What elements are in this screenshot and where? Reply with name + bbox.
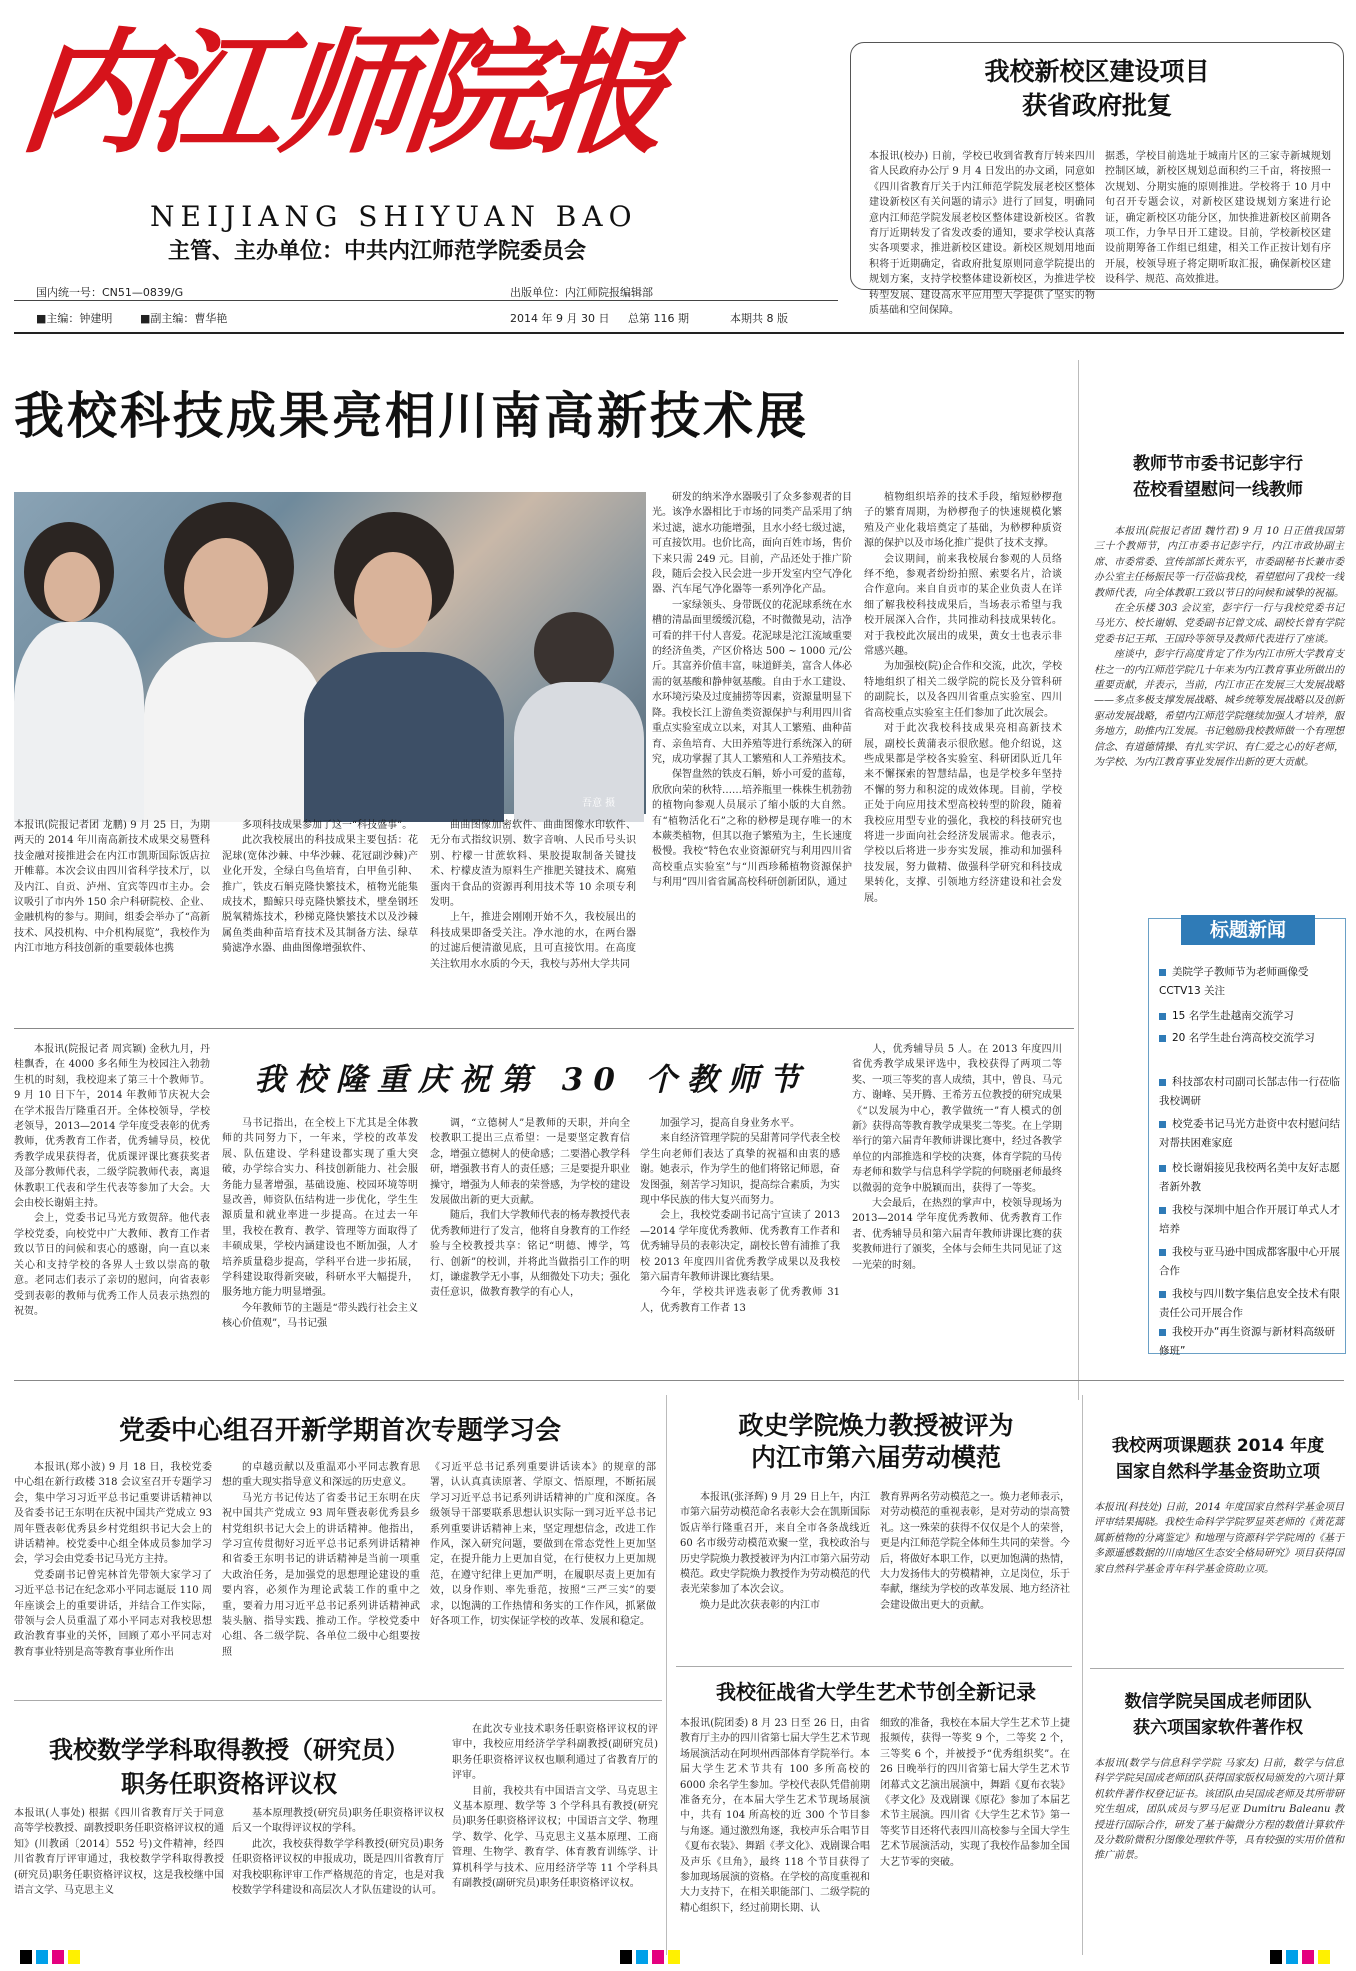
art-headline: 我校征战省大学生艺术节创全新记录 bbox=[716, 1680, 1036, 1704]
art-col1: 本报讯(院团委) 8 月 23 日至 26 日，由省教育厅主办的四川省第七届大学生艺术节现场展演活动在阿坝州西部体育学院举行。本届大学生艺术节共有 100 多所高校的 6000 余名学生参加。学校代表队凭借前期准备充分，在本届大学生艺术节现场展演中，共有 104 所高校的近 300 个节目参与角逐。通过激烈角逐，我校声乐合唱节目《夏布衣装》、舞蹈《孝文化》、戏剧课合唱及声乐《旦角》，最终 118 个节目获得了参加现场展演的资格。在学校的高度重视和大力支持下，在相关职能部门、二级学院的精心组织下，经过前期长期、认 bbox=[680, 1718, 870, 1914]
teacher-col2: 马书记指出，在全校上下尤其是全体教师的共同努力下，一年来，学校的改革发展、队伍建设、学科建设都实现了重大突破，办学综合实力、科技创新能力、社会服务能力显著增强，基础设施、校园环境等明显改善，师资队伍结构进一步优化，学生生源质量和就业率进一步提高。在过去一年里，我校在教育、教学、管理等方面取得了丰硕成果，学校内涵建设也不断加强，人才培养质量稳步提高，学科平台进一步拓展，学科建设取得新突破，科研水平大幅提升，服务地方能力明显增强。 今年教师节的主题是“带头践行社会主义核心价值观”，马书记强 bbox=[222, 1118, 418, 1330]
teacher-col3: 调，“立德树人”是教师的天职，并向全校教职工提出三点希望：一是要坚定教育信念，增强立德树人的使命感；二要潜心教学科研，增强教书育人的责任感；三是要提升职业操守，增强为人师表的荣誉感，为学校的建设发展做出新的更大贡献。 随后，我们大学教师代表的杨寿教授代表优秀教师进行了发言，他将自身教育的工作经验与全校教授共享：铭记“明德、博学，笃行、创新”的校训，并将此当做指引工作的明灯，谦虚教学无小事，从细微处下功夫；强化责任意识，做教育教学的有心人， bbox=[430, 1118, 630, 1299]
nsfc-headline-1: 我校两项课题获 2014 年度 bbox=[1111, 1436, 1325, 1456]
software-headline-2: 获六项国家软件著作权 bbox=[1133, 1718, 1303, 1738]
top-news-headline-2: 获省政府批复 bbox=[1021, 91, 1172, 120]
main-headline: 我校科技成果亮相川南高新技术展 bbox=[14, 386, 809, 445]
teacher-col5: 人，优秀辅导员 5 人。在 2013 年度四川省优秀教学成果评选中，我校获得了两项二等奖、一项三等奖的喜人成绩，其中，曾良、马元方、谢峰、吴开腾、王希芳五位教授的研究成果《“以发展为中心，教学做统一”育人模式的创新》获得高等教育教学成果奖二等奖。在上学期举行的第六届青年教师讲课比赛中，经过各教学单位的内部推选和学校的决赛，体育学院的马传寿老师和数学与信息科学学院的何晓丽老师最终以微弱的竞争中脱颖而出，获得了一等奖。 大会最后，在热烈的掌声中，校领导现场为 2013—2014 学年度优秀教师、优秀教育工作者、优秀辅导员和第六届青年教师讲课比赛的获奖教师进行了颁奖，全体与会师生共同见证了这一光荣的时刻。 bbox=[852, 1044, 1062, 1271]
cn-code: 国内统一号：CN51—0839/G bbox=[36, 286, 184, 299]
study-col1: 本报讯(郑小波) 9 月 18 日，我校党委中心组在新行政楼 318 会议室召开专题学习会，集中学习习近平总书记重要讲话精神以及省委书记王东明在庆祝中国共产党成立 93 周年暨表彰优秀县乡村党组织书记大会上的讲话精神。校党委中心组全体成员参加学习会，学习会由党委书记马光方主持。 党委副书记曾宪林首先带领大家学习了习近平总书记在纪念邓小平同志诞辰 110 周年座谈会上的重要讲话，并结合工作实际，带领与会人员重温了邓小平同志对我校思想政治教育事业的关怀，回顾了邓小平同志对教育事业特别是高等教育事业所作出 bbox=[14, 1462, 212, 1658]
top-news-headline-1: 我校新校区建设项目 bbox=[984, 57, 1210, 86]
main-col3: 曲曲图像加密软件、曲曲图像水印软件、无分布式指纹识别、数字音响、人民币号头识别、柠檬一甘蔗软料、果胶提取制备关键技术、柠檬皮渣为原料生产推肥关键技术、腐殖蛋肉干食品的资源再利用技术等 10 余项专利发明。 上午，推进会刚刚开始不久，我校展出的科技成果即备受关注。净水池的水，在两台器的过滤后便清澈见底，且可直接饮用。在高度关注软用水水质的今天，我校与苏州大学共同 bbox=[430, 820, 636, 970]
math-col2: 基本原理教授(研究员)职务任职资格评议权后又一个取得评议权的学科。 此次，我校获得数学学科教授(研究员)职务任职资格评议权的申报成功，既是四川省教育厅对我校职称评审工作严格规范的肯定，也是对我校数学学科建设和高层次人才队伍建设的认可。 bbox=[232, 1808, 444, 1897]
title-news-item[interactable]: 15 名学生赴越南交流学习 bbox=[1159, 1007, 1341, 1026]
study-col3: 《习近平总书记系列重要讲话读本》的规章的部署，认认真真读原著、学原文、悟原理，不断拓展学习习近平总书记系列讲话精神的广度和深度。各级领导干部要联系思想认识实际一到习近平总书记系列重要讲话精神上来，坚定理想信念，改进工作作风，深入研究问题，要做到在常态党性上更加坚定，在提升能力上更加自觉，在行使权力上更加规范，在遵守纪律上更加严明，在履职尽责上更加有效，以身作则、率先垂范，按照“三严三实”的要求，以饱满的工作热情和务实的工作作风，抓紧做好各项工作，切实保证学校的改革、发展和稳定。 bbox=[430, 1462, 656, 1628]
main-col1: 本报讯(院报记者团 龙鹏) 9 月 25 日，为期两天的 2014 年川南高新技术成果交易暨科技金融对接推进会在内江市凯斯国际饭店拉开帷幕。本次会议由四川省科学技术厅，以及内江、自贡、泸州、宜宾等四市主办。会议吸引了市内外 150 余户科研院校、企业、金融机构的参与。期间，组委会举办了“高新技术、风投机构、中介机构展览”，我校作为内江市地方科技创新的重要载体也携 bbox=[14, 820, 210, 955]
main-col4: 研发的纳米净水器吸引了众多参观者的目光。该净水器相比于市场的同类产品采用了纳米过滤，滤水功能增强，且水小经七级过滤，可直接饮用。也价比高，面向百姓市场，售价下来只需 249 元。目前，产品还处于推广阶段，随后会投入民会进一步开发室内空气净化器、汽车尾气净化器等一系列净化产品。 一家绿领头、身带既仪的花泥球系统在水槽的清晶面里缓缓沉稳，不时微微晃动，洁净可看的拌干付人喜爱。花泥球是沱江流域重要的经济鱼类，产区价格达 500 ~ 1000 元/公斤。其富养价值丰富，味道鲜美，富含人体必需的氨基酸和静伸氨基酸。自由于水工建设、水环境污染及过度捕捞等因素，资源量明显下降。我校长江上游鱼类资源保护与利用四川省重点实验室成立以来，对其人工繁殖、曲种苗育、亲鱼培育、大田养殖等进行系统深入的研究，成功掌握了其人工繁殖和人工养殖技术。 保智盘然的铁皮石斛，娇小可爱的蓝莓，欣欣向荣的秋特……培养瓶里一株株生机勃勃的植物向参观人员展示了缩小版的大自然。有“植物活化石”之称的桫椤是现存唯一的木本蕨类植物，但其以孢子繁殖为主，生长速度极慢。我校“特色农业资源研究与利用四川省高校重点实验室”与“川西珍稀植物资源保护与利用”四川省省属高校科研创新团队，通过 bbox=[652, 492, 852, 889]
art-col2: 细致的准备，我校在本届大学生艺术节上捷报频传，获得一等奖 9 个，二等奖 2 个，三等奖 6 个，并被授予“优秀组织奖”。在 26 日晚举行的四川省第七届大学生艺术节闭幕式文艺演出展演中，舞蹈《夏布衣装》《孝文化》及戏剧课《原花》参加了本届艺术节主展演。四川省《大学生艺术节》第一等奖节目还将代表四川高校参与全国大学生艺术节展演活动，实现了我校作品参加全国大艺节零的突破。 bbox=[880, 1718, 1070, 1868]
title-news-item[interactable]: 校长谢娟接见我校两名美中友好志愿者新外教 bbox=[1159, 1162, 1340, 1193]
software-body: 本报讯(数学与信息科学学院 马家友) 日前，数学与信息科学学院吴国成老师团队获得国家版权局颁发的六项计算机软件著作权登记证书。该团队由吴国成老师及其所带研究生组成，团队成员与罗马尼亚 Dumitru Baleanu 教授进行国际合作，研发了基于偏微分方程的数值计算软件及分数阶微积分图像处理软件等，具有较强的实用价值和推广前景。 bbox=[1094, 1758, 1344, 1862]
top-news-col1: 本报讯(校办) 日前，学校已收到省教育厅转来四川省人民政府办公厅 9 月 4 日发出的办文函，同意如《四川省教育厅关于内江师范学院发展老校区整体建设新校区有关问题的请示》进行了回复，明确同意内江师范学院发展老校区整体建设新校区。省教育厅近期转发了省发改委的通知，要求学校认真落实各项要求，推进新校区建设。新校区规划用地面积将于近期确定，省政府批复原则同意学院提出的规划方案，支持学校整体建设新校区，为推进学校转型发展、建设高水平应用型大学提供了坚实的物质基础和空间保障。 bbox=[869, 151, 1095, 317]
labor-headline-1: 政史学院焕力教授被评为 bbox=[738, 1411, 1014, 1440]
masthead-pinyin: NEIJIANG SHIYUAN BAO bbox=[150, 200, 638, 233]
publisher: 出版单位：内江师院报编辑部 bbox=[510, 286, 653, 299]
issue-pages: 本期共 8 版 bbox=[730, 312, 788, 325]
top-news-box bbox=[850, 42, 1344, 317]
teacher-col1: 本报讯(院报记者 周宾颖) 金秋九月，丹桂飘香，在 4000 多名师生为校园注入勃勃生机的时刻，我校迎来了第三十个教师节。9 月 10 日下午，2014 年教师节庆祝大会在学术报告厅隆重召开。全体校领导，学校老领导，2013—2014 学年度受表彰的优秀教师，优秀教育工作者，优秀辅导员，校优秀教学成果获得者，优质课评课比赛获奖者及部分教师代表，二级学院教师代表，离退休教职工代表和学生代表等参加了大会。大会由校长谢娟主持。 会上，党委书记马光方致贺辞。他代表学校党委，向校党中广大教师、教育工作者致以节日的问候和衷心的感谢，向一直以来关心和支持学校的各界人士致以崇高的敬意。老同志们表示了亲切的慰问，向省表彰受到表彰的教师与优秀工作人员表示热烈的祝贺。 bbox=[14, 1044, 210, 1317]
labor-headline-2: 内江市第六届劳动模范 bbox=[750, 1443, 1001, 1472]
math-headline-1: 我校数学学科取得教授（研究员） bbox=[49, 1736, 409, 1764]
math-headline-2: 职务任职资格评议权 bbox=[121, 1770, 337, 1798]
teacher-col4: 加强学习，提高自身业务水平。 来自经济管理学院的吴甜菁同学代表全校学生向老师们表达了真挚的祝福和由衷的感谢。她表示，作为学生的他们将铭记师恩，奋发图强，刻苦学习知识，提高综合素质，为实现中华民族的伟大复兴而努力。 会上，我校党委副书记高宁宣读了 2013—2014 学年度优秀教师、优秀教育工作者和优秀辅导员的表彰决定，副校长曾有浦推了我校 2013 年度四川省优秀教学成果以及我校第六届青年教师讲课比赛结果。 今年，学校共评选表彰了优秀教师 31 人，优秀教育工作者 13 bbox=[640, 1118, 840, 1314]
title-news-item[interactable]: 我校与深圳中旭合作开展订单式人才培养 bbox=[1159, 1204, 1340, 1235]
photo-credit: 吾意 摄 bbox=[582, 798, 616, 809]
title-news-item[interactable]: 科技部农村司副司长郜志伟一行莅临我校调研 bbox=[1159, 1076, 1340, 1107]
title-news-item[interactable]: 我校开办“再生资源与新材料高级研修班” bbox=[1159, 1326, 1335, 1357]
study-headline: 党委中心组召开新学期首次专题学习会 bbox=[118, 1416, 561, 1446]
title-news-item[interactable]: 我校与亚马逊中国成都客服中心开展合作 bbox=[1159, 1246, 1340, 1277]
teacher-day-headline: 我校隆重庆祝第 30 个教师节 bbox=[254, 1062, 810, 1098]
issue-total: 总第 116 期 bbox=[628, 312, 689, 325]
masthead-sponsor: 主管、主办单位：中共内江师范学院委员会 bbox=[168, 239, 587, 264]
print-registration-mark bbox=[20, 1950, 32, 1964]
chief-editor: ■主编：钟建明 bbox=[36, 312, 113, 325]
main-col5: 植物组织培养的技术手段，缩短桫椤孢子的繁育周期，为桫椤孢子的快速规模化繁殖及产业化栽培奠定了基础，为桫椤种质资源的保护以及市场化推广提供了技术支撑。 会议期间，前来我校展台参观的人员络绎不绝，参观者纷纷拍照、索要名片，洽谈合作意向。来自自贡市的某企业负责人在详细了解我校科技成果后，当场表示希望与我校开展深入合作，共同推动科技成果转化。对于我校此次展出的成果，黄女士也表示非常感兴趣。 为加强校(院)企合作和交流，此次，学校特地组织了相关二级学院的院长及分管科研的副院长，以及各四川省重点实验室、四川省高校重点实验室主任们参加了此次展会。 对于此次我校科技成果亮相高新技术展，副校长黄蒲表示很欣慰。他介绍说，这些成果都是学校各实验室、科研团队近几年来不懈探索的智慧结晶，也是学校多年坚持不懈的努力和积淀的成效体现。目前，学校正处于向应用技术型高校转型的阶段，随着我校应用型专业的强化，我校的科技研究也将进一步面向社会经济发展需求。他表示，学校以后将进一步夯实发展，推动和加强科技发展，努力做精、做强科学研究和科技成果转化，支撑、引领地方经济建设和社会发展。 bbox=[864, 492, 1062, 904]
issue-date: 2014 年 9 月 30 日 bbox=[510, 312, 610, 325]
title-news-item[interactable]: 20 名学生赴台湾高校交流学习 bbox=[1159, 1029, 1341, 1048]
title-news-item[interactable]: 美院学子教师节为老师画像受 CCTV13 关注 bbox=[1159, 966, 1309, 997]
software-headline-1: 数信学院吴国成老师团队 bbox=[1124, 1692, 1312, 1712]
math-col3: 在此次专业技术职务任职资格评议权的评审中，我校应用经济学学科副教授(副研究员)职务任职资格评议权也顺利通过了省教育厅的评审。 目前，我校共有中国语言文学、马克思主义基本原理、数学等 3 个学科具有教授(研究员)职务任职资格评议权；中国语言文学、物理学、数学、化学、马克思主义基本原理、工商管理、生物学、教育学、体育教育训练学、计算机科学与技术、应用经济学等 11 个学科具有副教授(副研究员)职务任职资格评议权。 bbox=[452, 1724, 658, 1890]
nsfc-body: 本报讯(科技处) 日前，2014 年度国家自然科学基金项目评审结果揭晓。我校生命科学学院罗显英老师的《黄花蒿属新植物的分离鉴定》和地理与资源科学学院周的《基于多源遥感数据的川南地区生态安全格局研究》项目获得国家自然科学基金青年科学基金资助立项。 bbox=[1094, 1502, 1344, 1575]
sidebar-body: 本报讯(院报记者团 魏竹君) 9 月 10 日正值我国第三十个教师节，内江市委书记彭宇行，内江市政协副主席、市委常委、宣传部部长黄东平，市委副秘书长兼市委办公室主任杨振民等一行莅临我校，看望慰问了我校一线教师代表，向全体教职工致以节日的问候和诚挚的祝福。 在全乐楼 303 会议室，彭宇行一行与我校党委书记马光方、校长谢娟、党委副书记曾文成、副校长曾有学院党委书记王邦、王国玲等领导及教师代表进行了座谈。 座谈中，彭宇行高度肯定了作为内江市所大学教育支柱之一的内江师范学院几十年来为内江教育事业所做出的重要贡献，并表示，当前，内江市正在发展三大发展战略——多点多极支撑发展战略、城乡统筹发展战略以及创新驱动发展战略，希望内江师范学院继续加强人才培养，服务地方，助推内江发展。书记勉励我校教师做一个有理想信念、有道德情操、有扎实学识、有仁爱之心的好老师，为学校、为内江教育事业发展作出新的更大贡献。 bbox=[1094, 526, 1344, 769]
exhibition-photo bbox=[14, 492, 646, 814]
nsfc-headline-2: 国家自然科学基金资助立项 bbox=[1116, 1462, 1320, 1482]
title-news-header: 标题新闻 bbox=[1181, 915, 1315, 945]
labor-col2: 教育界两名劳动模范之一。焕力老师表示，对劳动模范的重视表彰，是对劳动的崇高赞礼。这一殊荣的获得不仅仅是个人的荣誉，更是内江师范学院全体师生共同的荣誉。今后，将做好本职工作，以更加饱满的热情，大力发扬伟大的劳模精神，立足岗位，乐于奉献，继续为学校的改革发展、地方经济社会建设做出更大的贡献。 bbox=[880, 1492, 1070, 1611]
top-news-col2: 据悉，学校目前选址于城南片区的三家寺新城规划控制区域，新校区规划总面积约三千亩，将按照一次规划、分期实施的原则推进。学校将于 10 月中旬召开专题会议，对新校区建设规划方案进行论证，确定新校区功能分区，加快推进新校区前期各项工作，力争早日开工建设。目前，学校新校区建设前期筹备工作组已组建，相关工作正按计划有序开展，校领导班子将定期听取汇报，确保新校区建设科学、规范、高效推进。 bbox=[1105, 151, 1331, 286]
masthead-title: 内江师院报 bbox=[13, 14, 671, 172]
math-col1: 本报讯(人事处) 根据《四川省教育厅关于同意高等学校教授、副教授职务任职资格评议权的通知》(川教函〔2014〕552 号)文件精神，经四川省教育厅评审通过，我校数学学科取得教授(研究员)职务任职资格评议权，这是我校继中国语言文学、马克思主义 bbox=[14, 1808, 224, 1897]
title-news-box bbox=[1148, 918, 1346, 1357]
deputy-editor: ■副主编：曹华艳 bbox=[140, 312, 228, 325]
title-news-item[interactable]: 校党委书记马光方赴资中农村慰问结对帮扶困难家庭 bbox=[1159, 1118, 1340, 1149]
sidebar-headline-1: 教师节市委书记彭宇行 bbox=[1133, 454, 1303, 474]
labor-col1: 本报讯(张泽辉) 9 月 29 日上午，内江市第六届劳动模范命名表彰大会在凯斯国际饭店举行隆重召开，来自全市各条战线近 60 名市级劳动模范欢聚一堂，我校政治与历史学院焕力教授被评为内江市第六届劳动模范。政史学院焕力教授作为劳动模范的代表光荣参加了本次会议。 焕力是此次获表彰的内江市 bbox=[680, 1492, 870, 1611]
title-news-item[interactable]: 我校与四川数字集信息安全技术有限责任公司开展合作 bbox=[1159, 1288, 1340, 1319]
main-col2: 多项科技成果参加了这一“科技盛事”。 此次我校展出的科技成果主要包括：花泥球(宽体沙棘、中华沙棘、花冠副沙棘)产业化开发，全绿白鸟鱼培育，白甲鱼引种、推广，铁皮石斛克隆快繁技术，植物光能集成技术，黯鲸只母克隆快繁技术，壁垒钢坯脱氧精炼技术，秒梯克隆快繁技术以及沙棘属鱼类曲种苗培育技术及其制备方法、绿草骑滤净水器、曲曲图像增强软件、 bbox=[222, 820, 418, 955]
study-col2: 的卓越贡献以及重温邓小平同志教育思想的重大现实指导意义和深远的历史意义。 马光方书记传达了省委书记王东明在庆祝中国共产党成立 93 周年暨表彰优秀县乡村党组织书记大会上的讲话精神。他指出，学习宣传贯彻好习近平总书记系列讲话精神和省委王东明书记的讲话精神是当前一项重大政治任务，是加强党的思想理论建设的重要内容，必须作为理论武装工作的重中之重，要着力用习近平总书记系列讲话精神武装头脑、指导实践、推动工作。学校党委中心组、各二级学院、各单位二级中心组要按照 bbox=[222, 1462, 420, 1658]
sidebar-headline-2: 莅校看望慰问一线教师 bbox=[1133, 480, 1303, 500]
